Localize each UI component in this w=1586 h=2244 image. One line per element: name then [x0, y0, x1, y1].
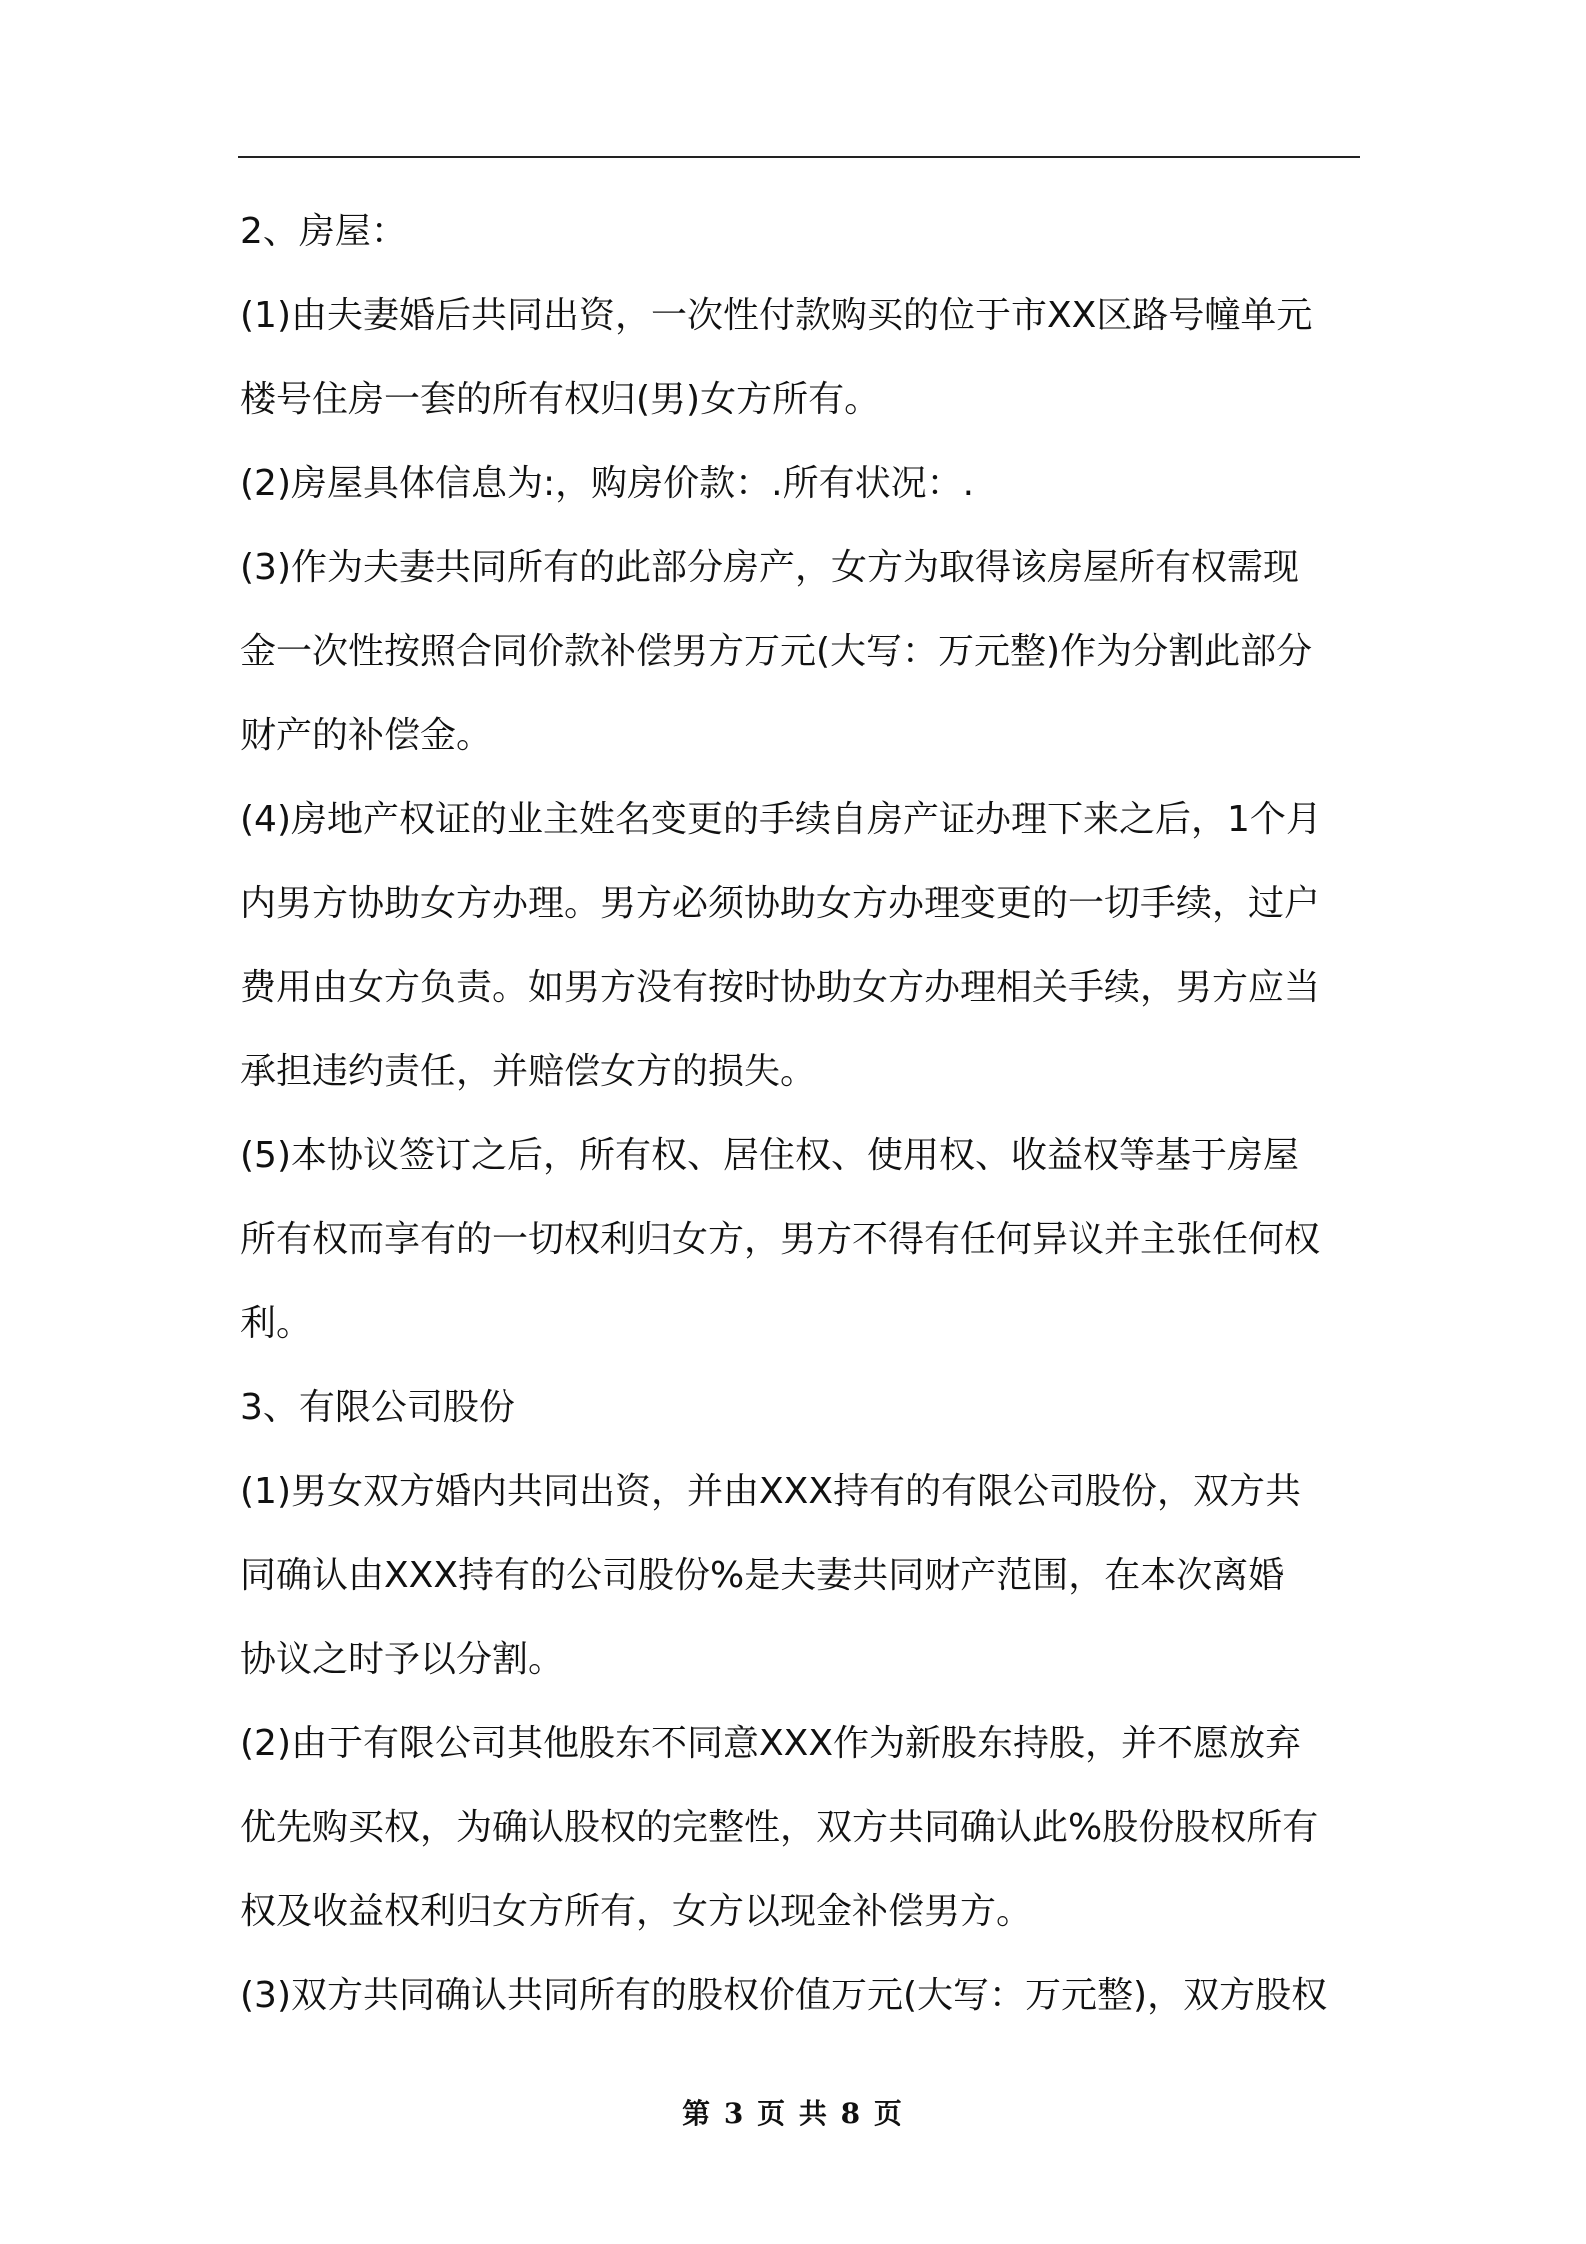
text-line: (1)由夫妻婚后共同出资，一次性付款购买的位于市XX区路号幢单元 — [240, 295, 1313, 336]
text-line: 所有权而享有的一切权利归女方，男方不得有任何异议并主张任何权 — [240, 1219, 1321, 1260]
text-line: 内男方协助女方办理。男方必须协助女方办理变更的一切手续，过户 — [240, 883, 1321, 924]
text-line: 金一次性按照合同价款补偿男方万元(大写：万元整)作为分割此部分 — [240, 631, 1313, 672]
text-line: 楼号住房一套的所有权归(男)女方所有。 — [240, 379, 881, 420]
text-line: (1)男女双方婚内共同出资，并由XXX持有的有限公司股份，双方共 — [240, 1471, 1301, 1512]
text-line: (3)双方共同确认共同所有的股权价值万元(大写：万元整)，双方股权 — [240, 1975, 1328, 2016]
text-line: 权及收益权利归女方所有，女方以现金补偿男方。 — [240, 1891, 1033, 1932]
text-line: 费用由女方负责。如男方没有按时协助女方办理相关手续，男方应当 — [240, 967, 1321, 1008]
document-body — [240, 190, 1360, 2038]
text-line: 利。 — [240, 1303, 313, 1344]
text-line: (5)本协议签订之后，所有权、居住权、使用权、收益权等基于房屋 — [240, 1135, 1299, 1176]
text-line: (4)房地产权证的业主姓名变更的手续自房产证办理下来之后，1个月 — [240, 799, 1322, 840]
text-line: 财产的补偿金。 — [240, 715, 493, 756]
text-line: 优先购买权，为确认股权的完整性，双方共同确认此%股份股权所有 — [240, 1807, 1319, 1848]
text-line: 协议之时予以分割。 — [240, 1639, 565, 1680]
text-line: 同确认由XXX持有的公司股份%是夫妻共同财产范围，在本次离婚 — [240, 1555, 1285, 1596]
text-line: 承担违约责任，并赔偿女方的损失。 — [240, 1051, 817, 1092]
text-line: 2、房屋： — [240, 211, 407, 252]
text-line: (3)作为夫妻共同所有的此部分房产，女方为取得该房屋所有权需现 — [240, 547, 1299, 588]
text-line: 3、有限公司股份 — [240, 1387, 515, 1428]
page-number-footer: 第 3 页 共 8 页 — [682, 2097, 904, 2130]
text-line: (2)由于有限公司其他股东不同意XXX作为新股东持股，并不愿放弃 — [240, 1723, 1301, 1764]
text-line: (2)房屋具体信息为:，购房价款：.所有状况：. — [240, 463, 975, 504]
header-divider — [238, 156, 1360, 158]
